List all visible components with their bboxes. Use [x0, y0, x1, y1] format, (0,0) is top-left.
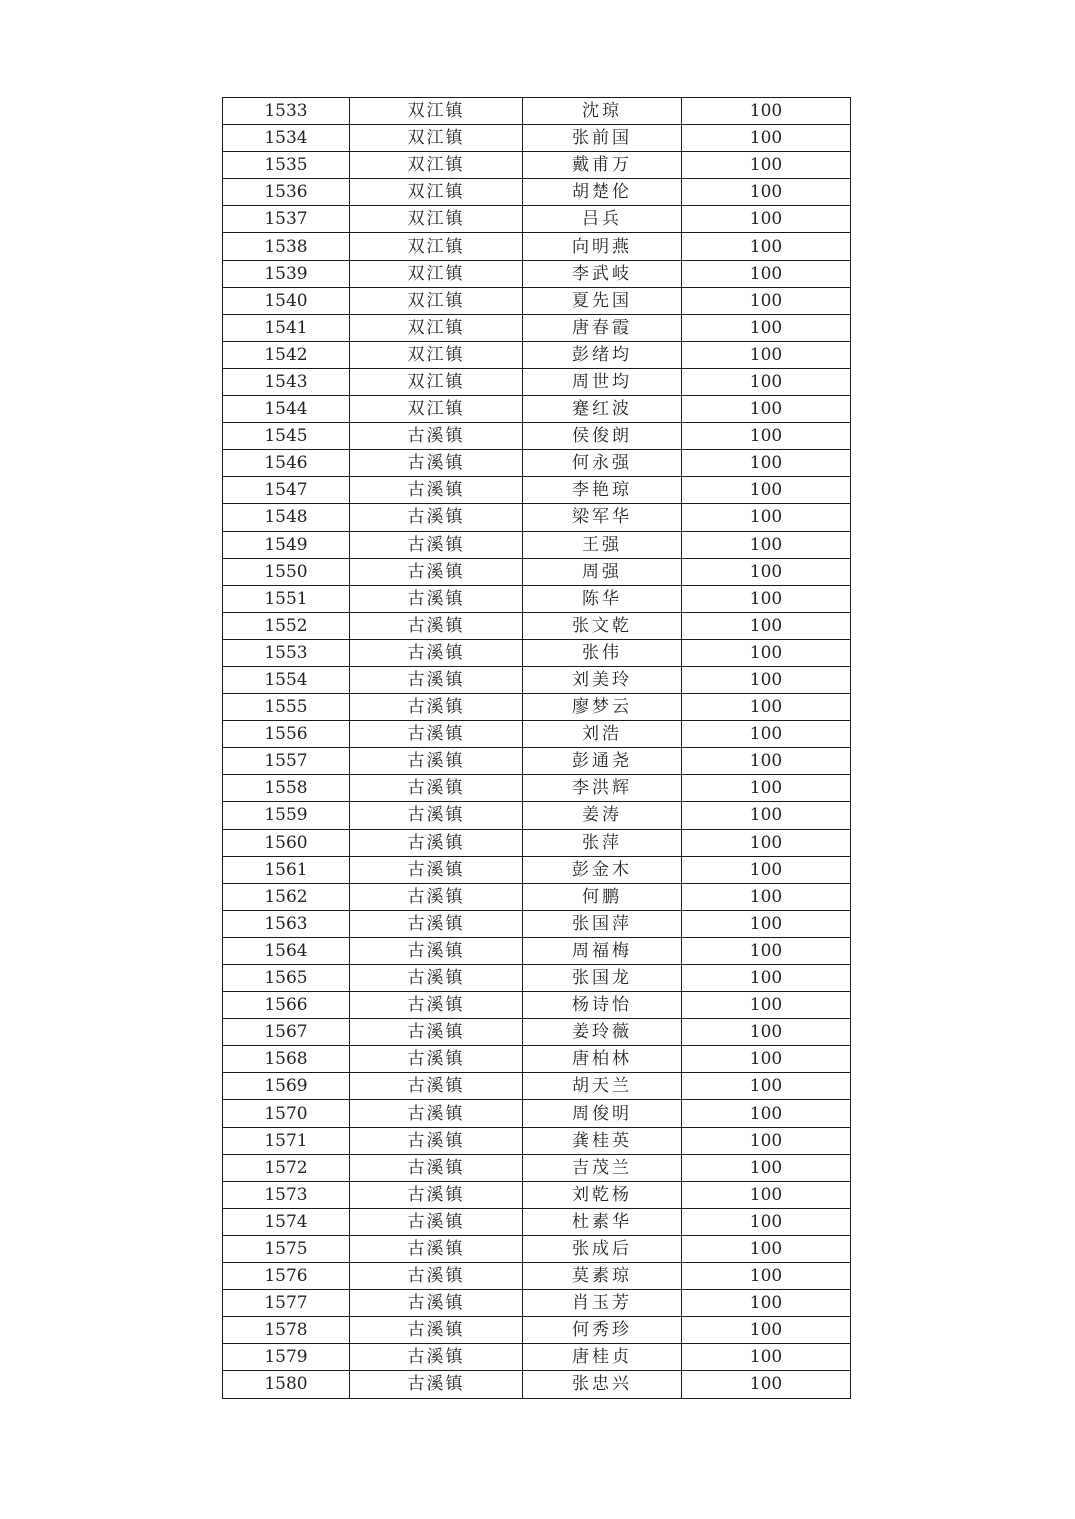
- town-cell: 古溪镇: [350, 1154, 523, 1181]
- town-cell: 双江镇: [350, 179, 523, 206]
- amount-cell: 100: [682, 206, 851, 233]
- amount-cell: 100: [682, 937, 851, 964]
- table-row: [223, 856, 851, 883]
- person-name-cell: 胡天兰: [523, 1073, 682, 1100]
- person-name-cell: 周福梅: [523, 937, 682, 964]
- amount-cell: 100: [682, 666, 851, 693]
- amount-cell: 100: [682, 1181, 851, 1208]
- amount-cell: 100: [682, 558, 851, 585]
- amount-cell: 100: [682, 775, 851, 802]
- serial-number-cell: 1556: [223, 721, 350, 748]
- serial-number-cell: 1566: [223, 992, 350, 1019]
- table-row: [223, 206, 851, 233]
- roster-table: [222, 97, 851, 1399]
- person-name-cell: 梁军华: [523, 504, 682, 531]
- amount-cell: 100: [682, 856, 851, 883]
- table-row: [223, 1263, 851, 1290]
- amount-cell: 100: [682, 1127, 851, 1154]
- amount-cell: 100: [682, 341, 851, 368]
- table-row: [223, 1100, 851, 1127]
- amount-cell: 100: [682, 721, 851, 748]
- town-cell: 古溪镇: [350, 1371, 523, 1398]
- person-name-cell: 廖梦云: [523, 694, 682, 721]
- town-cell: 古溪镇: [350, 1019, 523, 1046]
- person-name-cell: 李艳琼: [523, 477, 682, 504]
- table-row: [223, 694, 851, 721]
- table-row: [223, 1371, 851, 1398]
- person-name-cell: 张伟: [523, 639, 682, 666]
- serial-number-cell: 1572: [223, 1154, 350, 1181]
- person-name-cell: 蹇红波: [523, 396, 682, 423]
- person-name-cell: 王强: [523, 531, 682, 558]
- serial-number-cell: 1534: [223, 125, 350, 152]
- town-cell: 古溪镇: [350, 802, 523, 829]
- table-row: [223, 314, 851, 341]
- town-cell: 古溪镇: [350, 1181, 523, 1208]
- serial-number-cell: 1536: [223, 179, 350, 206]
- person-name-cell: 周强: [523, 558, 682, 585]
- amount-cell: 100: [682, 477, 851, 504]
- table-row: [223, 910, 851, 937]
- town-cell: 古溪镇: [350, 1046, 523, 1073]
- person-name-cell: 周俊明: [523, 1100, 682, 1127]
- serial-number-cell: 1546: [223, 450, 350, 477]
- serial-number-cell: 1565: [223, 965, 350, 992]
- table-row: [223, 1154, 851, 1181]
- person-name-cell: 周世均: [523, 368, 682, 395]
- table-row: [223, 1181, 851, 1208]
- table-row: [223, 287, 851, 314]
- person-name-cell: 肖玉芳: [523, 1290, 682, 1317]
- person-name-cell: 张国龙: [523, 965, 682, 992]
- table-row: [223, 152, 851, 179]
- town-cell: 双江镇: [350, 314, 523, 341]
- town-cell: 双江镇: [350, 233, 523, 260]
- serial-number-cell: 1578: [223, 1317, 350, 1344]
- table-row: [223, 802, 851, 829]
- amount-cell: 100: [682, 179, 851, 206]
- table-row: [223, 1208, 851, 1235]
- table-row: [223, 639, 851, 666]
- person-name-cell: 何鹏: [523, 883, 682, 910]
- town-cell: 古溪镇: [350, 558, 523, 585]
- amount-cell: 100: [682, 829, 851, 856]
- amount-cell: 100: [682, 233, 851, 260]
- serial-number-cell: 1548: [223, 504, 350, 531]
- amount-cell: 100: [682, 125, 851, 152]
- town-cell: 古溪镇: [350, 423, 523, 450]
- town-cell: 双江镇: [350, 396, 523, 423]
- person-name-cell: 李武岐: [523, 260, 682, 287]
- town-cell: 古溪镇: [350, 775, 523, 802]
- town-cell: 古溪镇: [350, 1263, 523, 1290]
- town-cell: 古溪镇: [350, 1317, 523, 1344]
- amount-cell: 100: [682, 314, 851, 341]
- person-name-cell: 向明燕: [523, 233, 682, 260]
- town-cell: 古溪镇: [350, 531, 523, 558]
- town-cell: 古溪镇: [350, 856, 523, 883]
- person-name-cell: 戴甫万: [523, 152, 682, 179]
- person-name-cell: 刘乾杨: [523, 1181, 682, 1208]
- amount-cell: 100: [682, 694, 851, 721]
- town-cell: 古溪镇: [350, 965, 523, 992]
- table-row: [223, 260, 851, 287]
- person-name-cell: 唐桂贞: [523, 1344, 682, 1371]
- amount-cell: 100: [682, 965, 851, 992]
- town-cell: 双江镇: [350, 152, 523, 179]
- serial-number-cell: 1580: [223, 1371, 350, 1398]
- serial-number-cell: 1558: [223, 775, 350, 802]
- serial-number-cell: 1557: [223, 748, 350, 775]
- serial-number-cell: 1533: [223, 98, 350, 125]
- person-name-cell: 张萍: [523, 829, 682, 856]
- amount-cell: 100: [682, 287, 851, 314]
- serial-number-cell: 1553: [223, 639, 350, 666]
- amount-cell: 100: [682, 260, 851, 287]
- town-cell: 古溪镇: [350, 612, 523, 639]
- amount-cell: 100: [682, 748, 851, 775]
- serial-number-cell: 1551: [223, 585, 350, 612]
- town-cell: 古溪镇: [350, 477, 523, 504]
- amount-cell: 100: [682, 639, 851, 666]
- serial-number-cell: 1563: [223, 910, 350, 937]
- serial-number-cell: 1555: [223, 694, 350, 721]
- amount-cell: 100: [682, 450, 851, 477]
- table-row: [223, 829, 851, 856]
- table-row: [223, 558, 851, 585]
- table-row: [223, 1019, 851, 1046]
- person-name-cell: 莫素琼: [523, 1263, 682, 1290]
- amount-cell: 100: [682, 1263, 851, 1290]
- amount-cell: 100: [682, 1344, 851, 1371]
- amount-cell: 100: [682, 802, 851, 829]
- table-row: [223, 531, 851, 558]
- person-name-cell: 姜涛: [523, 802, 682, 829]
- table-row: [223, 477, 851, 504]
- serial-number-cell: 1545: [223, 423, 350, 450]
- town-cell: 双江镇: [350, 341, 523, 368]
- amount-cell: 100: [682, 883, 851, 910]
- town-cell: 古溪镇: [350, 829, 523, 856]
- town-cell: 古溪镇: [350, 666, 523, 693]
- person-name-cell: 李洪辉: [523, 775, 682, 802]
- person-name-cell: 夏先国: [523, 287, 682, 314]
- table-row: [223, 883, 851, 910]
- person-name-cell: 张成后: [523, 1235, 682, 1262]
- town-cell: 古溪镇: [350, 1100, 523, 1127]
- town-cell: 双江镇: [350, 260, 523, 287]
- amount-cell: 100: [682, 1235, 851, 1262]
- amount-cell: 100: [682, 396, 851, 423]
- serial-number-cell: 1543: [223, 368, 350, 395]
- table-row: [223, 1235, 851, 1262]
- table-row: [223, 937, 851, 964]
- table-row: [223, 1344, 851, 1371]
- table-row: [223, 748, 851, 775]
- table-row: [223, 612, 851, 639]
- amount-cell: 100: [682, 98, 851, 125]
- town-cell: 古溪镇: [350, 1290, 523, 1317]
- town-cell: 古溪镇: [350, 694, 523, 721]
- serial-number-cell: 1554: [223, 666, 350, 693]
- table-row: [223, 341, 851, 368]
- amount-cell: 100: [682, 1019, 851, 1046]
- table-row: [223, 666, 851, 693]
- serial-number-cell: 1577: [223, 1290, 350, 1317]
- amount-cell: 100: [682, 1208, 851, 1235]
- person-name-cell: 姜玲薇: [523, 1019, 682, 1046]
- person-name-cell: 侯俊朗: [523, 423, 682, 450]
- table-row: [223, 1317, 851, 1344]
- serial-number-cell: 1539: [223, 260, 350, 287]
- serial-number-cell: 1535: [223, 152, 350, 179]
- serial-number-cell: 1552: [223, 612, 350, 639]
- serial-number-cell: 1570: [223, 1100, 350, 1127]
- table-row: [223, 965, 851, 992]
- serial-number-cell: 1568: [223, 1046, 350, 1073]
- town-cell: 古溪镇: [350, 1235, 523, 1262]
- amount-cell: 100: [682, 1371, 851, 1398]
- town-cell: 双江镇: [350, 125, 523, 152]
- serial-number-cell: 1579: [223, 1344, 350, 1371]
- person-name-cell: 彭金木: [523, 856, 682, 883]
- serial-number-cell: 1542: [223, 341, 350, 368]
- town-cell: 古溪镇: [350, 639, 523, 666]
- roster-table-body: [223, 98, 851, 1399]
- town-cell: 双江镇: [350, 287, 523, 314]
- table-row: [223, 233, 851, 260]
- town-cell: 古溪镇: [350, 1073, 523, 1100]
- table-row: [223, 1290, 851, 1317]
- person-name-cell: 彭通尧: [523, 748, 682, 775]
- serial-number-cell: 1571: [223, 1127, 350, 1154]
- person-name-cell: 张国萍: [523, 910, 682, 937]
- serial-number-cell: 1538: [223, 233, 350, 260]
- serial-number-cell: 1573: [223, 1181, 350, 1208]
- table-row: [223, 504, 851, 531]
- town-cell: 古溪镇: [350, 748, 523, 775]
- person-name-cell: 何永强: [523, 450, 682, 477]
- town-cell: 古溪镇: [350, 1127, 523, 1154]
- amount-cell: 100: [682, 1290, 851, 1317]
- town-cell: 双江镇: [350, 98, 523, 125]
- table-row: [223, 1127, 851, 1154]
- amount-cell: 100: [682, 1317, 851, 1344]
- person-name-cell: 何秀珍: [523, 1317, 682, 1344]
- amount-cell: 100: [682, 152, 851, 179]
- person-name-cell: 唐柏林: [523, 1046, 682, 1073]
- person-name-cell: 唐春霞: [523, 314, 682, 341]
- town-cell: 双江镇: [350, 368, 523, 395]
- serial-number-cell: 1575: [223, 1235, 350, 1262]
- person-name-cell: 刘美玲: [523, 666, 682, 693]
- person-name-cell: 张忠兴: [523, 1371, 682, 1398]
- serial-number-cell: 1547: [223, 477, 350, 504]
- town-cell: 古溪镇: [350, 450, 523, 477]
- person-name-cell: 胡楚伦: [523, 179, 682, 206]
- serial-number-cell: 1540: [223, 287, 350, 314]
- serial-number-cell: 1569: [223, 1073, 350, 1100]
- amount-cell: 100: [682, 368, 851, 395]
- person-name-cell: 彭绪均: [523, 341, 682, 368]
- town-cell: 古溪镇: [350, 721, 523, 748]
- serial-number-cell: 1550: [223, 558, 350, 585]
- amount-cell: 100: [682, 992, 851, 1019]
- person-name-cell: 吉茂兰: [523, 1154, 682, 1181]
- serial-number-cell: 1576: [223, 1263, 350, 1290]
- table-row: [223, 721, 851, 748]
- person-name-cell: 张文乾: [523, 612, 682, 639]
- table-row: [223, 179, 851, 206]
- person-name-cell: 刘浩: [523, 721, 682, 748]
- person-name-cell: 沈琼: [523, 98, 682, 125]
- serial-number-cell: 1544: [223, 396, 350, 423]
- table-row: [223, 98, 851, 125]
- serial-number-cell: 1574: [223, 1208, 350, 1235]
- table-row: [223, 396, 851, 423]
- town-cell: 古溪镇: [350, 1208, 523, 1235]
- person-name-cell: 吕兵: [523, 206, 682, 233]
- town-cell: 古溪镇: [350, 937, 523, 964]
- amount-cell: 100: [682, 531, 851, 558]
- town-cell: 古溪镇: [350, 1344, 523, 1371]
- serial-number-cell: 1549: [223, 531, 350, 558]
- town-cell: 古溪镇: [350, 883, 523, 910]
- table-row: [223, 125, 851, 152]
- person-name-cell: 杨诗怡: [523, 992, 682, 1019]
- person-name-cell: 龚桂英: [523, 1127, 682, 1154]
- amount-cell: 100: [682, 612, 851, 639]
- person-name-cell: 张前国: [523, 125, 682, 152]
- amount-cell: 100: [682, 504, 851, 531]
- serial-number-cell: 1541: [223, 314, 350, 341]
- person-name-cell: 陈华: [523, 585, 682, 612]
- amount-cell: 100: [682, 585, 851, 612]
- serial-number-cell: 1537: [223, 206, 350, 233]
- town-cell: 古溪镇: [350, 992, 523, 1019]
- serial-number-cell: 1562: [223, 883, 350, 910]
- town-cell: 古溪镇: [350, 910, 523, 937]
- amount-cell: 100: [682, 1100, 851, 1127]
- serial-number-cell: 1561: [223, 856, 350, 883]
- table-row: [223, 1073, 851, 1100]
- serial-number-cell: 1559: [223, 802, 350, 829]
- amount-cell: 100: [682, 423, 851, 450]
- serial-number-cell: 1567: [223, 1019, 350, 1046]
- table-row: [223, 450, 851, 477]
- table-row: [223, 992, 851, 1019]
- serial-number-cell: 1560: [223, 829, 350, 856]
- table-row: [223, 368, 851, 395]
- town-cell: 古溪镇: [350, 504, 523, 531]
- town-cell: 双江镇: [350, 206, 523, 233]
- amount-cell: 100: [682, 1073, 851, 1100]
- table-row: [223, 585, 851, 612]
- person-name-cell: 杜素华: [523, 1208, 682, 1235]
- town-cell: 古溪镇: [350, 585, 523, 612]
- table-row: [223, 775, 851, 802]
- amount-cell: 100: [682, 1154, 851, 1181]
- serial-number-cell: 1564: [223, 937, 350, 964]
- table-row: [223, 1046, 851, 1073]
- amount-cell: 100: [682, 910, 851, 937]
- table-row: [223, 423, 851, 450]
- amount-cell: 100: [682, 1046, 851, 1073]
